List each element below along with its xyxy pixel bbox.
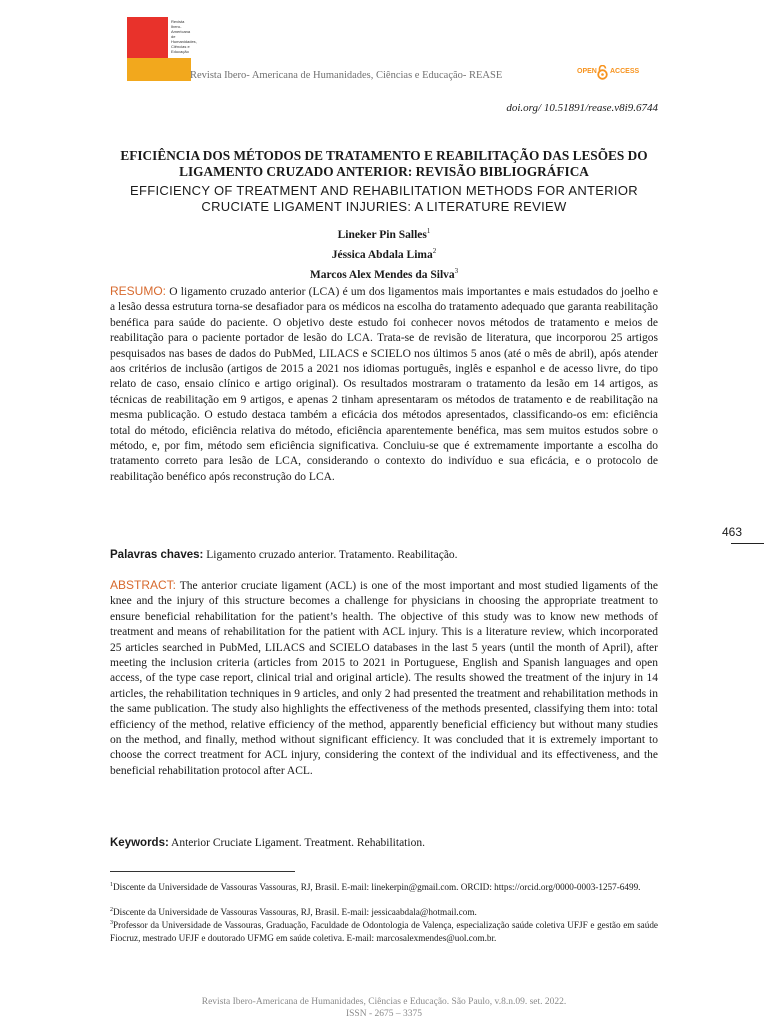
logo-orange-block-small bbox=[168, 58, 191, 81]
journal-logo bbox=[127, 17, 197, 81]
footnote: $^1$Discente da Universidade de Vassouras Vassouras, RJ, Brasil. E-mail: linekerpin@gmail.com. ORCID: https://orcid.org/0000-0003-1257-6499. bbox=[110, 882, 641, 893]
palavras-label: Palavras chaves: bbox=[110, 549, 204, 561]
page-number: 463 bbox=[722, 525, 743, 539]
author-list bbox=[110, 223, 658, 282]
keywords-text: Anterior Cruciate Ligament. Treatment. Rehabilitation. bbox=[171, 837, 425, 849]
title-english: EFFICIENCY OF TREATMENT AND REHABILITATION METHODS FOR ANTERIOR CRUCIATE LIGAMENT INJURIES: A LITERATURE REVIEW bbox=[130, 183, 638, 214]
logo-text: Revista Ibero-Americana de Humanidades, Ciências e Educação bbox=[171, 19, 197, 54]
author: Lineker Pin Salles$^1$ bbox=[337, 227, 431, 241]
page-number-rule bbox=[731, 543, 764, 544]
resumo-text: O ligamento cruzado anterior (LCA) é um dos ligamentos mais importantes e mais estudados do joelho e a lesão dessa estrutura torna-se desafiador para os médicos na escolha do tratamento adequado que garanta reabilitação benéfica para saúde do paciente. O objetivo deste estudo foi conhecer novos métodos de tratamento e meios de reabilitação para o paciente portador de lesão do LCA. Trata-se de revisão de literatura, que incorporou 25 artigos pesquisados nas bases de dados do PubMed, LILACS e SCIELO nos últimos 5 anos (até o mês de abril), após atender aos critérios de inclusão (artigos de 2015 a 2021 nos idiomas português, inglês e espanhol e de acesso livre, do tipo relato de caso, ensaio clínico e artigo original). Os resultados mostraram o tratamento da lesão em 14 artigos, as técnicas de reabilitação em 9 artigos, e apenas 2 tinham apresentaram os métodos de tratamento e de reabilitação na mesma publicação. O estudo destaca também a eficácia dos métodos apresentados, classificando-os em: eficiência total do método, eficiência relativa do método, eficiência aparentemente benéfica, mas sem muitos estudos sobre o método, e, por fim, método sem eficiência significativa. Concluiu-se que é extremamente importante a escolha do tratamento correto para lesão de LCA, considerando o contexto do indivíduo e sua eficácia, e o protocolo de reabilitação benéfico após reconstrução do LCA. bbox=[110, 286, 659, 483]
author: Jéssica Abdala Lima$^2$ bbox=[331, 246, 437, 261]
footnote-rule bbox=[110, 871, 295, 872]
abstract-paragraph bbox=[110, 578, 658, 779]
keywords bbox=[110, 837, 658, 849]
footnote: $^3$Professor da Universidade de Vassouras, Graduação, Faculdade de Odontologia de Valença, especialização saúde coletiva UFJF e gestão em saúde Fiocruz, mestrado UFJF e doutorado UFMG em saúde coletiva. E-mail: marcosalexmendes@uol.com.br. bbox=[110, 920, 658, 943]
footnote: $^2$Discente da Universidade de Vassouras Vassouras, RJ, Brasil. E-mail: jessicaabdala@hotmail.com. bbox=[110, 907, 477, 918]
abstract-text: The anterior cruciate ligament (ACL) is one of the most important and most studied ligaments of the knee and the injury of this structure becomes a challenge for physicians in choosing the appropriate treatment to ensure beneficial rehabilitation for the patient’s health. The objective of this study was to know new methods of treatment and means of rehabilitation for the patient with ACL injury. This is a literature review, which incorporated 25 articles searched in PubMed, LILACS and SCIELO databases in the last 5 years (until the month of April), after meeting the inclusion criteria (articles from 2015 to 2021 in Portuguese, English and Spanish languages and open access, of the type case report, clinical trial and original article). The results showed the treatment of the injury in 14 articles, the rehabilitation techniques in 9 articles, and only 2 had presented the treatment and rehabilitation methods in the same publication. The study also highlights the effectiveness of the methods presented, classifying them into: total efficiency of the method, relative efficiency of the method, apparently beneficial efficiency but without many studies on the method, and finally, method without significant efficiency. It was concluded that it is extremely important to choose the correct treatment for ACL injury, considering the context of the individual and its effectiveness, and the beneficial rehabilitation protocol after ACL. bbox=[110, 580, 659, 777]
title-portuguese: EFICIÊNCIA DOS MÉTODOS DE TRATAMENTO E REABILITAÇÃO DAS LESÕES DO LIGAMENTO CRUZADO ANTERIOR: REVISÃO BIBLIOGRÁFICA bbox=[120, 148, 648, 179]
author: Marcos Alex Mendes da Silva$^3$ bbox=[309, 266, 459, 281]
logo-orange-block bbox=[127, 58, 168, 81]
footer-issn: ISSN - 2675 – 3375 bbox=[345, 1009, 422, 1019]
palavras-text: Ligamento cruzado anterior. Tratamento. Reabilitação. bbox=[206, 549, 458, 561]
resumo-paragraph bbox=[110, 284, 658, 485]
open-access-badge: OPEN ACCESS bbox=[577, 63, 647, 83]
palavras-chaves bbox=[110, 549, 658, 561]
journal-header: Revista Ibero- Americana de Humanidades, Ciências e Educação- REASE bbox=[190, 70, 503, 81]
abstract-label: ABSTRACT: bbox=[110, 578, 177, 592]
footer-citation: Revista Ibero-Americana de Humanidades, Ciências e Educação. São Paulo, v.8.n.09. set. 2022. bbox=[201, 997, 567, 1007]
open-lock-icon bbox=[597, 65, 608, 80]
resumo-label: RESUMO: bbox=[110, 284, 167, 298]
doi-link[interactable]: doi.org/ 10.51891/rease.v8i9.6744 bbox=[506, 102, 658, 114]
keywords-label: Keywords: bbox=[110, 837, 169, 849]
logo-red-block bbox=[127, 17, 168, 58]
